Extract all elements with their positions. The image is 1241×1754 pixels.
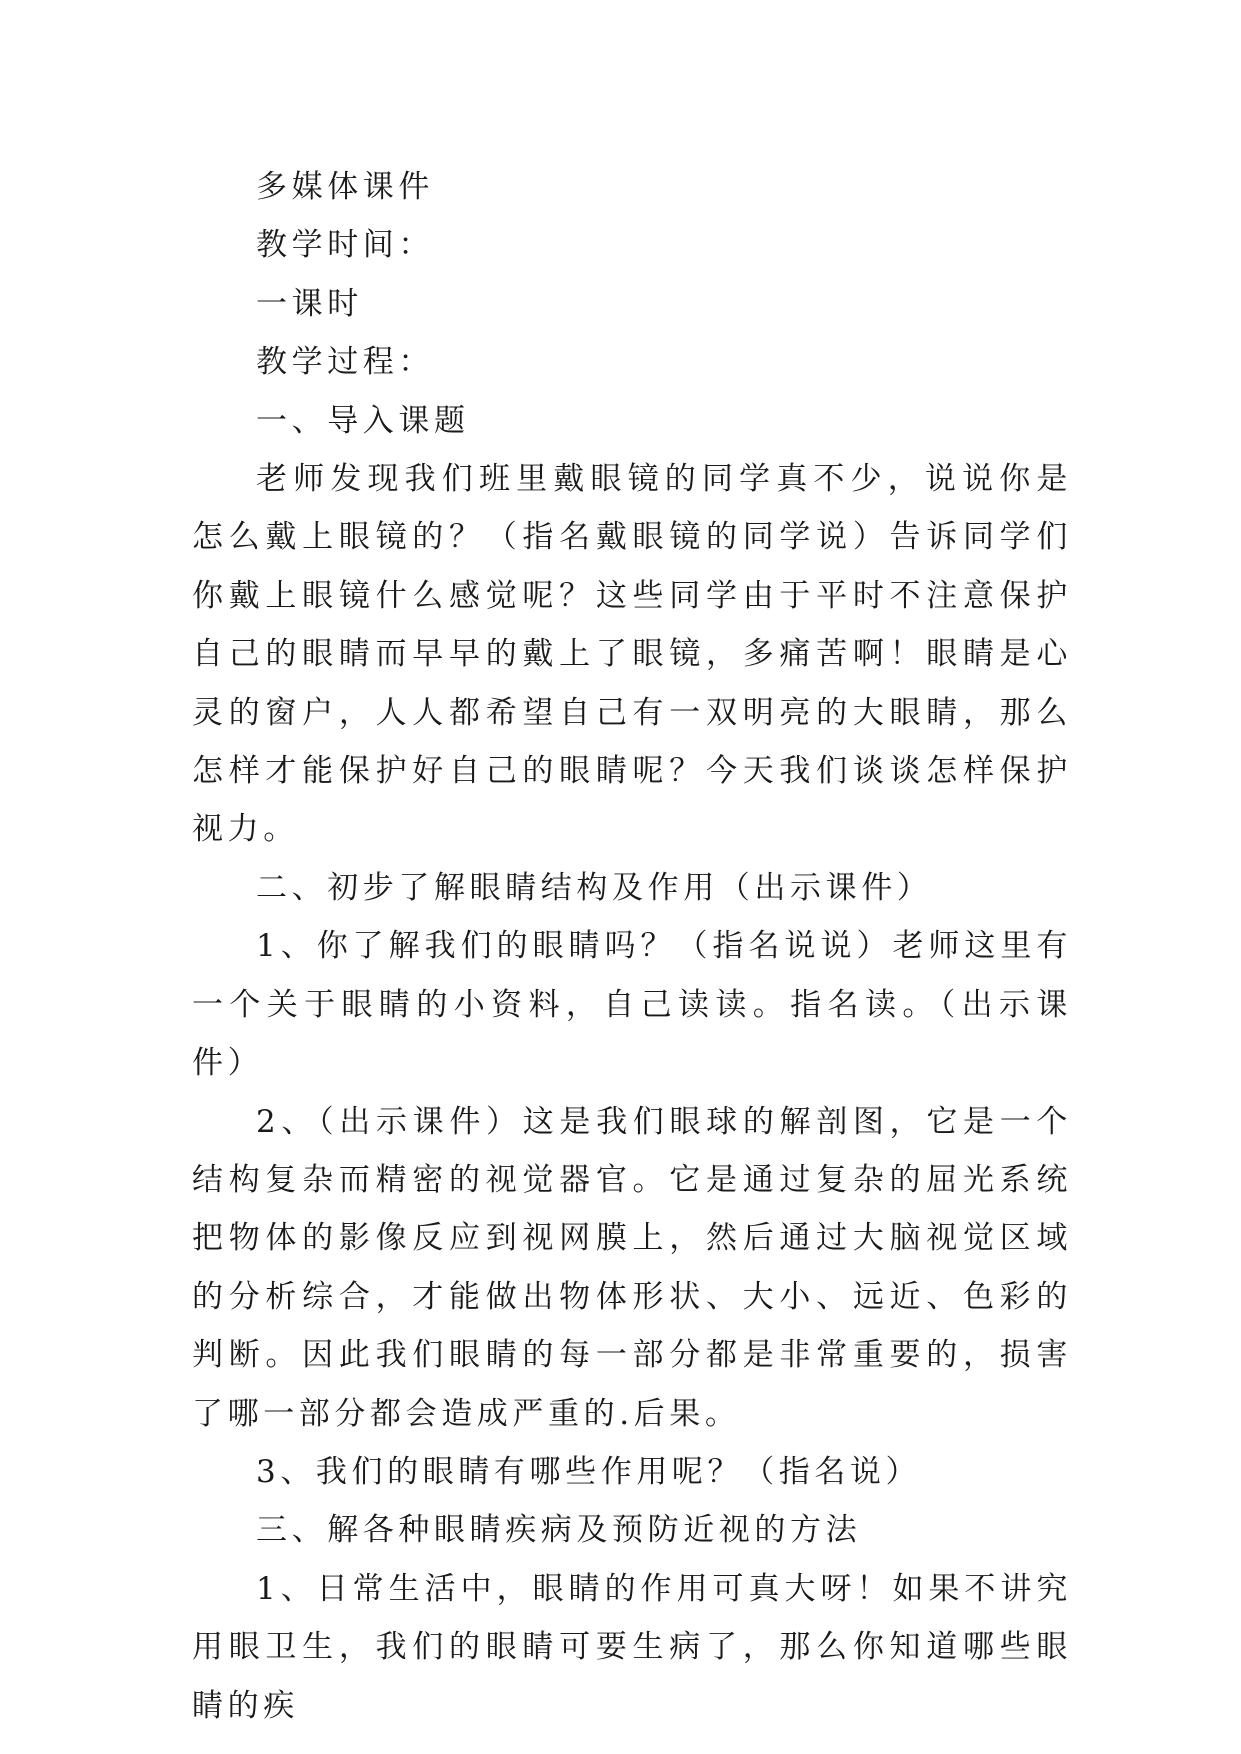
paragraph-item-2-1: 1、你了解我们的眼睛吗？（指名说说）老师这里有一个关于眼睛的小资料，自己读读。指名读。（出示课件） (192, 928, 1072, 1082)
paragraph-teaching-process-label: 教学过程： (256, 344, 434, 381)
paragraph-materials: 多媒体课件 (256, 169, 434, 205)
paragraph-teaching-time-label: 教学时间： (256, 227, 434, 264)
paragraph-item-2-3: 3、我们的眼睛有哪些作用呢？（指名说） (256, 1453, 922, 1490)
paragraph-item-2-2: 2、（出示课件）这是我们眼球的解剖图，它是一个结构复杂而精密的视觉器官。它是通过复杂的屈光系统把物体的影像反应到视网膜上，然后通过大脑视觉区域的分析综合，才能做出物体形状、大小、远近、色彩的判断。因此我们眼睛的每一部分都是非常重要的，损害了哪一部分都会造成严重的.后果。 (192, 1103, 1072, 1432)
section-heading-1: 一、导入课题 (256, 402, 470, 439)
paragraph-teaching-time-value: 一课时 (256, 285, 363, 322)
paragraph-intro: 老师发现我们班里戴眼镜的同学真不少，说说你是怎么戴上眼镜的？（指名戴眼镜的同学说）告诉同学们你戴上眼镜什么感觉呢？这些同学由于平时不注意保护自己的眼睛而早早的戴上了眼镜，多痛苦啊！眼睛是心灵的窗户，人人都希望自己有一双明亮的大眼睛，那么怎样才能保护好自己的眼睛呢？今天我们谈谈怎样保护视力。 (192, 461, 1072, 848)
document-body (192, 158, 1072, 1735)
paragraph-item-3-1: 1、日常生活中，眼睛的作用可真大呀！如果不讲究用眼卫生，我们的眼睛可要生病了，那么你知道哪些眼睛的疾 (192, 1570, 1072, 1724)
section-heading-2: 二、初步了解眼睛结构及作用（出示课件） (256, 869, 933, 906)
section-heading-3: 三、解各种眼睛疾病及预防近视的方法 (256, 1512, 862, 1549)
